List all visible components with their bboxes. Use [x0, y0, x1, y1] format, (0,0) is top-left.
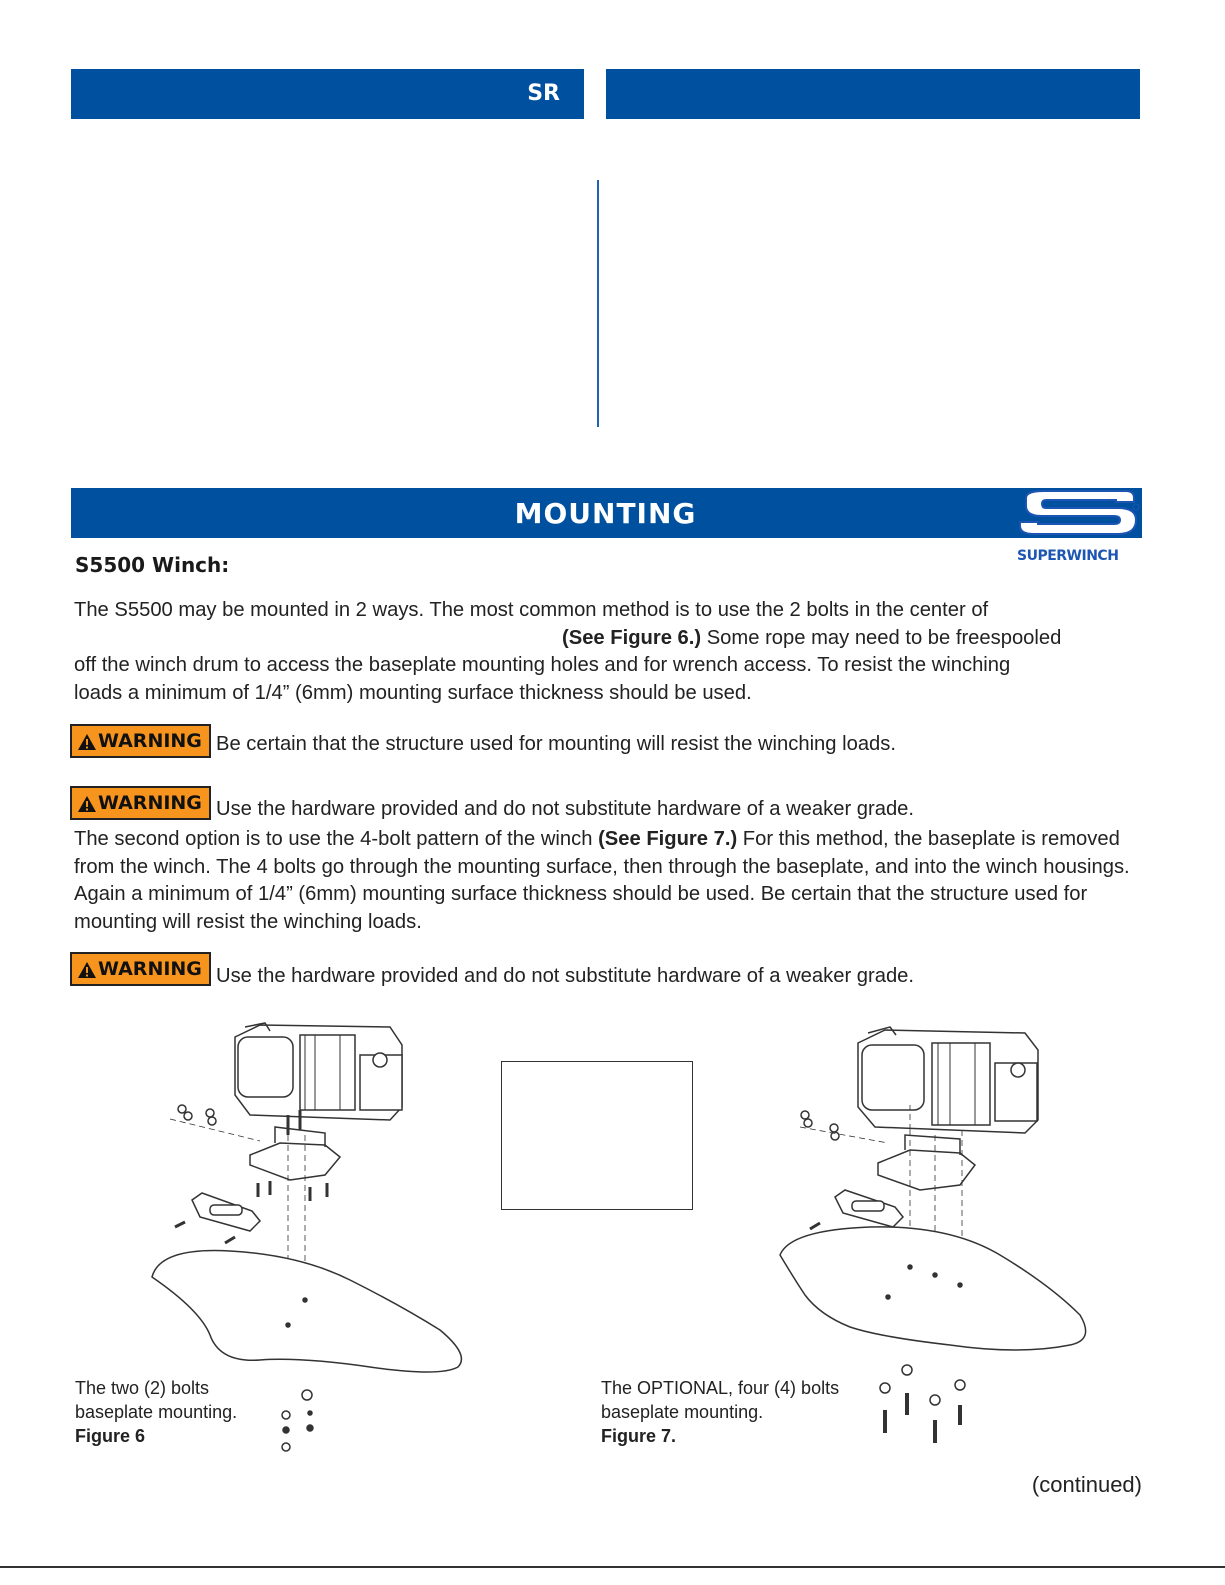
warning-badge: [70, 952, 211, 986]
section-title: MOUNTING: [514, 497, 697, 530]
warning-triangle-icon: [77, 961, 97, 979]
top-left-header-bar: [71, 69, 584, 119]
blank-figure-box: [501, 1061, 693, 1210]
figure-6-caption: [75, 1376, 237, 1448]
mounting-paragraph-2: [74, 826, 1144, 936]
warning-text: Use the hardware provided and do not substitute hardware of a weaker grade.: [216, 798, 915, 820]
column-divider: [597, 180, 599, 427]
warning-text: Use the hardware provided and do not substitute hardware of a weaker grade.: [216, 965, 915, 987]
figure-6-label: Figure 6: [75, 1426, 146, 1446]
warning-label: WARNING: [98, 958, 202, 980]
see-figure-6-ref: (See Figure 6.): [562, 626, 702, 649]
para1-line2-rest: Some rope may need to be freespooled: [701, 626, 1062, 649]
warning-badge: [70, 724, 211, 758]
top-right-header-bar: [606, 69, 1140, 119]
warning-text: Be certain that the structure used for mounting will resist the winching loads.: [216, 733, 896, 755]
figure-6-caption-line2: baseplate mounting.: [75, 1402, 238, 1422]
para1-line4: loads a minimum of 1/4” (6mm) mounting surface thickness should be used.: [74, 681, 752, 704]
warning-triangle-icon: [77, 733, 97, 751]
winch-subtitle: S5500 Winch:: [75, 553, 230, 577]
superwinch-logo-text: SUPERWINCH: [1017, 548, 1119, 564]
para2-part1: The second option is to use the 4-bolt pattern of the winch: [74, 828, 599, 850]
continued-label: (continued): [1031, 1472, 1142, 1497]
warning-triangle-icon: [77, 795, 97, 813]
para2-part2: For this method, the baseplate is removed from the winch. The 4 bolts go through the mounting surface, then through the baseplate, and into the winch housings. Again a minimum of 1/4” (6mm) mounting surface thickness should be used. Be certain that the structure used for mounting will resist the winching loads.: [74, 828, 1130, 933]
mounting-section-bar: [71, 488, 1140, 538]
figure-7-caption-line1: The OPTIONAL, four (4) bolts: [601, 1378, 840, 1398]
see-figure-7-ref: (See Figure 7.): [598, 828, 738, 850]
bottom-divider: [0, 1566, 1225, 1568]
figure-7-label: Figure 7.: [601, 1426, 677, 1446]
figure-6-caption-line1: The two (2) bolts: [75, 1378, 210, 1398]
header-sr-label: SR: [527, 81, 560, 106]
figure-7-caption-line2: baseplate mounting.: [601, 1402, 764, 1422]
mounting-paragraph-1: [74, 597, 1144, 707]
figure-7-caption: [601, 1376, 839, 1448]
para1-line1: The S5500 may be mounted in 2 ways. The most common method is to use the 2 bolts in the center of: [74, 599, 989, 621]
para1-line3: off the winch drum to access the baseplate mounting holes and for wrench access. To resist the winching: [74, 654, 1011, 676]
warning-label: WARNING: [98, 730, 202, 752]
warning-label: WARNING: [98, 792, 202, 814]
warning-badge: [70, 786, 211, 820]
